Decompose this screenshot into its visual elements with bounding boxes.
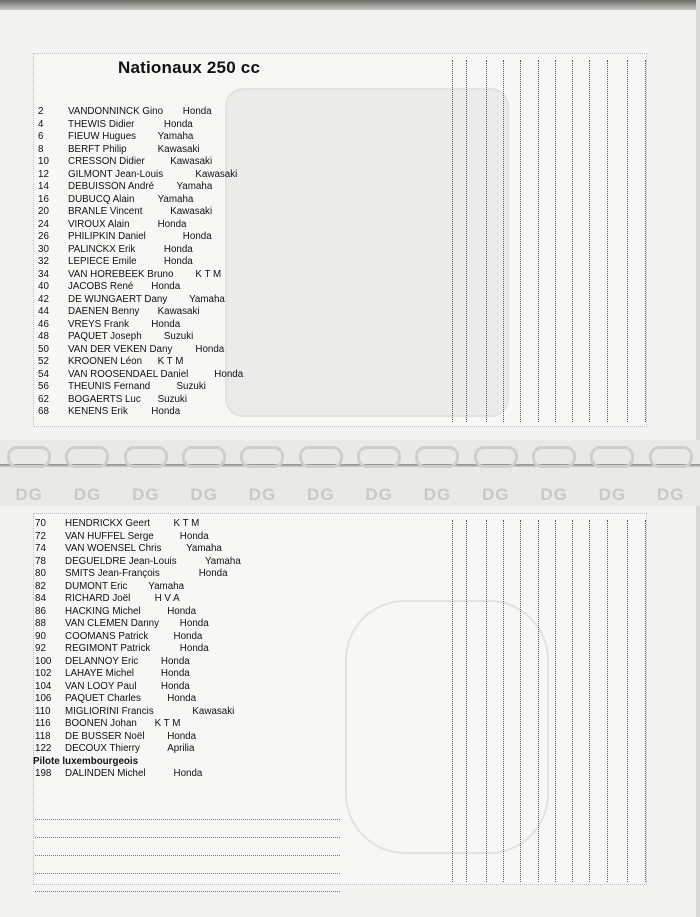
rider-number: 106 xyxy=(35,693,52,704)
luxembourg-section-heading xyxy=(35,756,325,769)
rider-row xyxy=(38,394,328,407)
rider-make: Honda xyxy=(163,118,193,130)
page-title: Nationaux 250 cc xyxy=(118,58,261,77)
rider-name: BOONEN Johan xyxy=(65,718,137,729)
rider-make: Honda xyxy=(160,668,190,679)
rider-number: 12 xyxy=(38,168,49,180)
score-column-line xyxy=(589,60,590,422)
bleed-through-advert xyxy=(345,600,549,854)
rider-make: Honda xyxy=(173,768,203,779)
rider-number: 4 xyxy=(38,118,44,130)
score-column-line xyxy=(572,520,573,882)
watermark-letters: DG xyxy=(423,485,452,504)
watermark-logo xyxy=(649,446,693,468)
score-column-line xyxy=(627,520,628,882)
rider-number: 48 xyxy=(38,331,49,342)
rider-name: DAENEN Benny xyxy=(68,306,140,317)
watermark-logo xyxy=(532,446,576,468)
rider-row xyxy=(35,706,325,719)
rider-name: KENENS Erik xyxy=(68,406,128,417)
rider-row xyxy=(35,668,325,681)
rider-name: DECOUX Thierry xyxy=(65,743,140,754)
rider-number: 70 xyxy=(35,518,46,529)
rider-name: PAQUET Joseph xyxy=(68,331,142,342)
rider-name: VAN HUFFEL Serge xyxy=(65,530,154,542)
watermark-logo xyxy=(240,446,284,468)
rider-make: Honda xyxy=(179,530,209,542)
rider-number: 68 xyxy=(38,406,49,417)
rider-make: Kawasaki xyxy=(170,206,213,217)
rider-make: K T M xyxy=(195,268,222,280)
rider-make: H V A xyxy=(154,593,180,604)
rider-number: 84 xyxy=(35,593,46,604)
page-top-edge xyxy=(0,0,700,10)
rider-row xyxy=(35,631,325,644)
rider-name: GILMONT Jean-Louis xyxy=(68,168,164,180)
rider-row xyxy=(35,681,325,694)
rider-row xyxy=(38,381,328,394)
rider-number: 30 xyxy=(38,243,49,255)
rider-make: Yamaha xyxy=(186,543,222,554)
rider-make: Suzuki xyxy=(163,331,194,342)
score-column-line xyxy=(589,520,590,882)
score-column-line xyxy=(572,60,573,422)
rider-name: JACOBS René xyxy=(68,281,134,292)
watermark-logo xyxy=(7,446,51,468)
rider-make: Kawasaki xyxy=(192,705,235,717)
rider-name: VREYS Frank xyxy=(68,318,129,330)
rider-name: DUBUCQ Alain xyxy=(68,193,135,205)
rider-make: Honda xyxy=(160,680,190,692)
rider-number: 2 xyxy=(38,106,44,117)
score-column-line xyxy=(503,520,504,882)
rider-make: Yamaha xyxy=(157,131,194,142)
rider-list-top xyxy=(38,106,328,419)
rider-number: 46 xyxy=(38,318,49,330)
rider-row xyxy=(38,356,328,369)
rider-number: 20 xyxy=(38,206,49,217)
rider-make: Honda xyxy=(179,643,209,654)
rider-make: Yamaha xyxy=(176,181,213,192)
rider-row xyxy=(38,281,328,294)
rider-make: K T M xyxy=(154,718,181,729)
rider-row xyxy=(35,743,325,756)
rider-row xyxy=(35,568,325,581)
rider-make: Honda xyxy=(167,730,197,742)
rider-number: 34 xyxy=(38,268,49,280)
rider-name: FIEUW Hugues xyxy=(68,131,137,142)
rider-row xyxy=(35,718,325,731)
rider-make: Honda xyxy=(195,343,225,355)
rider-number: 14 xyxy=(38,181,49,192)
rider-name: REGIMONT Patrick xyxy=(65,643,151,654)
watermark-logo xyxy=(357,446,401,468)
rider-name: THEUNIS Fernand xyxy=(68,381,151,392)
rider-row xyxy=(38,406,328,419)
watermark-logo xyxy=(590,446,634,468)
rider-row xyxy=(35,768,325,781)
rider-make: Honda xyxy=(151,406,181,417)
score-column-line xyxy=(452,60,453,422)
rider-row xyxy=(35,518,325,531)
rider-name: DE WIJNGAERT Dany xyxy=(68,293,168,305)
score-column-line xyxy=(452,520,453,882)
rider-number: 40 xyxy=(38,281,49,292)
blank-line xyxy=(35,802,340,820)
rider-number: 90 xyxy=(35,630,46,642)
score-column-line xyxy=(486,520,487,882)
blank-line xyxy=(35,874,340,892)
score-column-line xyxy=(555,60,556,422)
rider-number: 82 xyxy=(35,580,46,592)
rider-make: Honda xyxy=(163,256,193,267)
blank-entry-lines xyxy=(35,802,340,892)
rider-row xyxy=(38,269,328,282)
rider-row xyxy=(38,169,328,182)
rider-row xyxy=(35,581,325,594)
watermark-logo xyxy=(182,446,226,468)
rider-name: DUMONT Eric xyxy=(65,580,128,592)
rider-row xyxy=(38,369,328,382)
rider-number: 198 xyxy=(35,768,52,779)
rider-name: HACKING Michel xyxy=(65,605,141,617)
rider-name: VANDONNINCK Gino xyxy=(68,106,164,117)
rider-number: 78 xyxy=(35,555,46,567)
rider-name: LAHAYE Michel xyxy=(65,668,134,679)
watermark-logo xyxy=(474,446,518,468)
rider-name: PALINCKX Erik xyxy=(68,243,136,255)
rider-row xyxy=(38,219,328,232)
rider-name: DEGUELDRE Jean-Louis xyxy=(65,555,177,567)
rider-row xyxy=(38,119,328,132)
rider-number: 102 xyxy=(35,668,52,679)
rider-row xyxy=(35,606,325,619)
score-column-line xyxy=(538,60,539,422)
rider-make: Honda xyxy=(151,318,181,330)
watermark-letters: DG xyxy=(598,485,627,504)
rider-name: BRANLE Vincent xyxy=(68,206,143,217)
rider-list-bottom xyxy=(35,518,325,781)
rider-number: 44 xyxy=(38,306,49,317)
blank-line xyxy=(35,820,340,838)
rider-make: Honda xyxy=(198,568,228,579)
rider-make: Honda xyxy=(179,618,209,629)
blank-line xyxy=(35,856,340,874)
watermark-letters: DG xyxy=(365,485,393,504)
rider-name: VAN DER VEKEN Dany xyxy=(68,343,173,355)
rider-number: 72 xyxy=(35,530,46,542)
rider-name: DALINDEN Michel xyxy=(65,768,146,779)
rider-number: 24 xyxy=(38,218,49,230)
rider-number: 110 xyxy=(35,705,51,717)
rider-make: Honda xyxy=(173,630,203,642)
rider-number: 92 xyxy=(35,643,46,654)
watermark-letters: DG xyxy=(540,485,568,504)
score-column-line xyxy=(503,60,504,422)
rider-row xyxy=(35,693,325,706)
rider-name: BOGAERTS Luc xyxy=(68,393,141,405)
rider-make: K T M xyxy=(173,518,200,529)
section-label: Pilote luxembourgeois xyxy=(33,755,139,767)
rider-name: VAN ROOSENDAEL Daniel xyxy=(68,368,189,380)
rider-name: PAQUET Charles xyxy=(65,693,141,704)
score-column-line xyxy=(520,520,521,882)
rider-name: BERFT Philip xyxy=(68,143,127,155)
rider-number: 10 xyxy=(38,156,49,167)
rider-row xyxy=(38,244,328,257)
rider-number: 42 xyxy=(38,293,49,305)
rider-number: 6 xyxy=(38,131,44,142)
rider-make: Honda xyxy=(160,655,190,667)
rider-row xyxy=(35,556,325,569)
rider-row xyxy=(38,294,328,307)
rider-row xyxy=(38,156,328,169)
watermark-letters: DG xyxy=(657,485,685,504)
rider-name: PHILIPKIN Daniel xyxy=(68,231,146,242)
rider-make: Honda xyxy=(182,106,212,117)
rider-make: Honda xyxy=(182,231,212,242)
score-column-line xyxy=(466,520,467,882)
rider-row xyxy=(38,106,328,119)
watermark-letters: DG xyxy=(482,485,510,504)
rider-number: 80 xyxy=(35,568,46,579)
rider-row xyxy=(35,531,325,544)
rider-make: Kawasaki xyxy=(157,143,200,155)
rider-name: DEBUISSON André xyxy=(68,181,155,192)
rider-number: 86 xyxy=(35,605,46,617)
rider-row xyxy=(38,206,328,219)
rider-name: DELANNOY Eric xyxy=(65,655,139,667)
rider-make: Yamaha xyxy=(148,580,185,592)
watermark-letters: DG xyxy=(15,485,43,504)
rider-number: 54 xyxy=(38,368,49,380)
rider-name: HENDRICKX Geert xyxy=(65,518,150,529)
watermark-logo xyxy=(299,446,343,468)
watermark-letters: DG xyxy=(132,485,160,504)
rider-number: 56 xyxy=(38,381,49,392)
score-column-line xyxy=(627,60,628,422)
rider-row xyxy=(38,331,328,344)
rider-row xyxy=(38,231,328,244)
score-column-line xyxy=(520,60,521,422)
rider-row xyxy=(35,643,325,656)
rider-row xyxy=(38,144,328,157)
watermark-letter-row xyxy=(0,485,700,505)
rider-name: VAN WOENSEL Chris xyxy=(65,543,162,554)
rider-make: Yamaha xyxy=(205,555,241,567)
rider-name: RICHARD Joël xyxy=(65,593,131,604)
watermark-logo xyxy=(65,446,109,468)
rider-number: 122 xyxy=(35,743,52,754)
watermark-letters: DG xyxy=(190,485,218,504)
rider-make: Honda xyxy=(163,243,193,255)
rider-number: 62 xyxy=(38,393,49,405)
rider-row xyxy=(38,131,328,144)
rider-make: Aprilia xyxy=(167,743,195,754)
rider-number: 118 xyxy=(35,730,51,742)
rider-make: Yamaha xyxy=(157,193,194,205)
score-column-line xyxy=(466,60,467,422)
rider-name: VAN LOOY Paul xyxy=(65,680,137,692)
score-column-line xyxy=(607,520,608,882)
rider-number: 88 xyxy=(35,618,46,629)
rider-row xyxy=(35,543,325,556)
rider-make: Honda xyxy=(167,693,197,704)
rider-name: VAN CLEMEN Danny xyxy=(65,618,160,629)
rider-number: 8 xyxy=(38,143,44,155)
watermark-logo-row xyxy=(0,446,700,468)
watermark-letters: DG xyxy=(307,485,335,504)
watermark-logo xyxy=(124,446,168,468)
blank-line xyxy=(35,838,340,856)
rider-row xyxy=(38,344,328,357)
score-column-line xyxy=(538,520,539,882)
watermark-letters: DG xyxy=(73,485,102,504)
rider-make: K T M xyxy=(157,356,184,367)
rider-name: DE BUSSER Noël xyxy=(65,730,145,742)
rider-make: Honda xyxy=(167,605,197,617)
rider-row xyxy=(38,194,328,207)
rider-row xyxy=(38,181,328,194)
rider-number: 32 xyxy=(38,256,49,267)
rider-name: LEPIECE Emile xyxy=(68,256,137,267)
rider-row xyxy=(38,306,328,319)
score-column-line xyxy=(555,520,556,882)
rider-number: 26 xyxy=(38,231,49,242)
rider-row xyxy=(35,656,325,669)
rider-make: Honda xyxy=(151,281,181,292)
rider-name: VAN HOREBEEK Bruno xyxy=(68,268,174,280)
score-column-line xyxy=(645,60,646,422)
rider-row xyxy=(35,731,325,744)
rider-number: 52 xyxy=(38,356,49,367)
rider-row xyxy=(38,319,328,332)
rider-make: Yamaha xyxy=(189,293,225,305)
rider-make: Honda xyxy=(214,368,244,380)
rider-make: Kawasaki xyxy=(195,168,238,180)
rider-make: Suzuki xyxy=(176,381,206,392)
rider-number: 100 xyxy=(35,655,52,667)
score-column-line xyxy=(486,60,487,422)
rider-name: VIROUX Alain xyxy=(68,218,130,230)
rider-number: 104 xyxy=(35,680,52,692)
rider-name: COOMANS Patrick xyxy=(65,630,149,642)
watermark-logo xyxy=(415,446,459,468)
rider-name: MIGLIORINI Francis xyxy=(65,705,154,717)
watermark-letters: DG xyxy=(248,485,277,504)
rider-name: KROONEN Léon xyxy=(68,356,143,367)
rider-make: Honda xyxy=(157,218,187,230)
rider-make: Kawasaki xyxy=(157,306,200,317)
rider-number: 50 xyxy=(38,343,49,355)
rider-name: SMITS Jean-François xyxy=(65,568,160,579)
rider-make: Kawasaki xyxy=(170,156,213,167)
score-column-line xyxy=(645,520,646,882)
rider-name: CRESSON Didier xyxy=(68,156,145,167)
rider-row xyxy=(35,593,325,606)
rider-row xyxy=(38,256,328,269)
rider-number: 116 xyxy=(35,718,51,729)
rider-number: 74 xyxy=(35,543,46,554)
score-column-line xyxy=(607,60,608,422)
rider-name: THEWIS Didier xyxy=(68,118,135,130)
rider-number: 16 xyxy=(38,193,49,205)
rider-make: Suzuki xyxy=(157,393,187,405)
rider-row xyxy=(35,618,325,631)
